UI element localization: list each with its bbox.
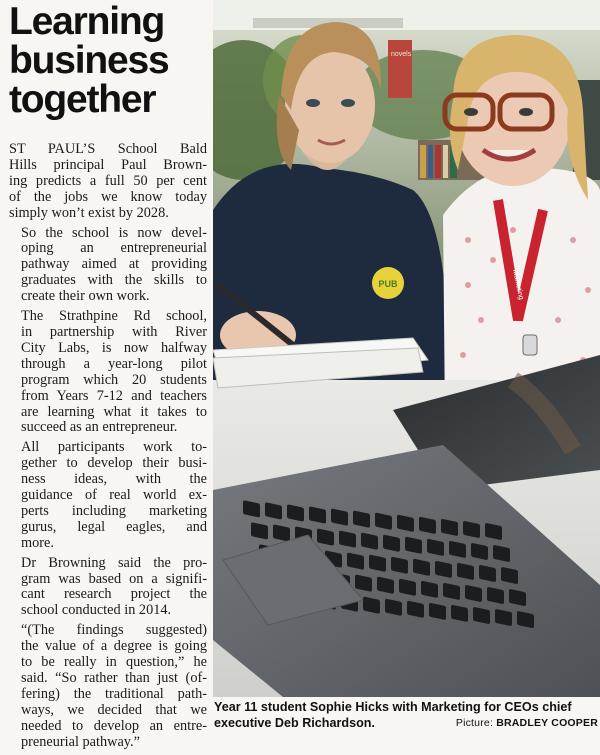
photo-credit-label: Picture: (455, 716, 497, 729)
book-spine-text: novels (391, 51, 412, 58)
article-line: Hills principal Paul Brown- (9, 156, 207, 173)
article-paragraph (9, 226, 207, 306)
photo-credit (456, 716, 598, 732)
article-line: pathway aimed at providing (21, 256, 207, 273)
article-line: succeed as an entrepreneur. (21, 419, 178, 436)
headline (9, 2, 209, 119)
caption-line: Year 11 student Sophie Hicks with Marketing for CEOs chief (214, 700, 572, 714)
article-line: gether to develop their busi- (21, 455, 207, 472)
article-line: perts including marketing (21, 502, 207, 519)
article-line: gurus, legal eagles, and (21, 518, 207, 535)
article-line: guidance of real world ex- (21, 487, 207, 504)
article-line: school conducted in 2014. (21, 602, 172, 619)
article-paragraph (9, 309, 207, 436)
article-line: needed to develop an entre- (21, 717, 207, 734)
article-paragraph (9, 556, 207, 620)
news-photo (213, 0, 600, 697)
article-line: oping an entrepreneurial (21, 240, 207, 257)
article-line: are learning what it takes to (21, 403, 207, 420)
article-paragraph (9, 142, 207, 222)
headline-line: business (9, 39, 169, 82)
article-line: ways, we decided that we (21, 701, 207, 718)
article-line: to be really in question,” he (21, 654, 207, 671)
article-paragraph (9, 623, 207, 750)
hoodie-badge-text: PUB (378, 279, 398, 289)
article-line: more. (21, 534, 54, 551)
article-line: gram was based on a signifi- (21, 570, 207, 587)
article-line: in partnership with River (21, 323, 207, 340)
article-line: program which 20 students (21, 371, 207, 388)
headline-line: Learning (9, 0, 165, 43)
article-line: of the jobs we know today (9, 188, 207, 205)
article-body (9, 142, 207, 755)
article-line: preneurial pathway.” (21, 733, 140, 750)
article-line: The Strathpine Rd school, (21, 308, 207, 325)
article-line: So the school is now devel- (21, 224, 207, 241)
article-line: create their own work. (21, 288, 150, 305)
article-line: simply won’t exist by 2028. (9, 204, 169, 221)
article-line: graduates with the skills to (21, 272, 207, 289)
article-line: ing predicts a full 50 per cent (9, 172, 207, 189)
article-paragraph (9, 440, 207, 551)
article-line: ST PAUL’S School Bald (9, 141, 207, 157)
article-line: fering) the traditional path- (21, 685, 207, 702)
article-line: Dr Browning said the pro- (21, 554, 207, 571)
article-line: All participants work to- (21, 439, 207, 456)
article-line: through a year-long pilot (21, 355, 207, 372)
article-line: “(The findings suggested) (21, 622, 207, 639)
article-line: ness ideas, with the (21, 471, 207, 488)
caption-line: executive Deb Richardson. (214, 715, 375, 730)
photo-caption (214, 700, 598, 731)
photo-credit-name: BRADLEY COOPER (496, 716, 598, 729)
article-line: cant research project the (21, 586, 207, 603)
article-line: said. “So rather than just (of- (21, 670, 207, 686)
article-line: from Years 7-12 and teachers (21, 387, 207, 404)
article-line: the value of a degree is going (21, 638, 207, 655)
lanyard-text: Marketing (511, 268, 525, 301)
headline-line: together (9, 78, 156, 121)
article-line: City Labs, is now halfway (21, 339, 207, 356)
